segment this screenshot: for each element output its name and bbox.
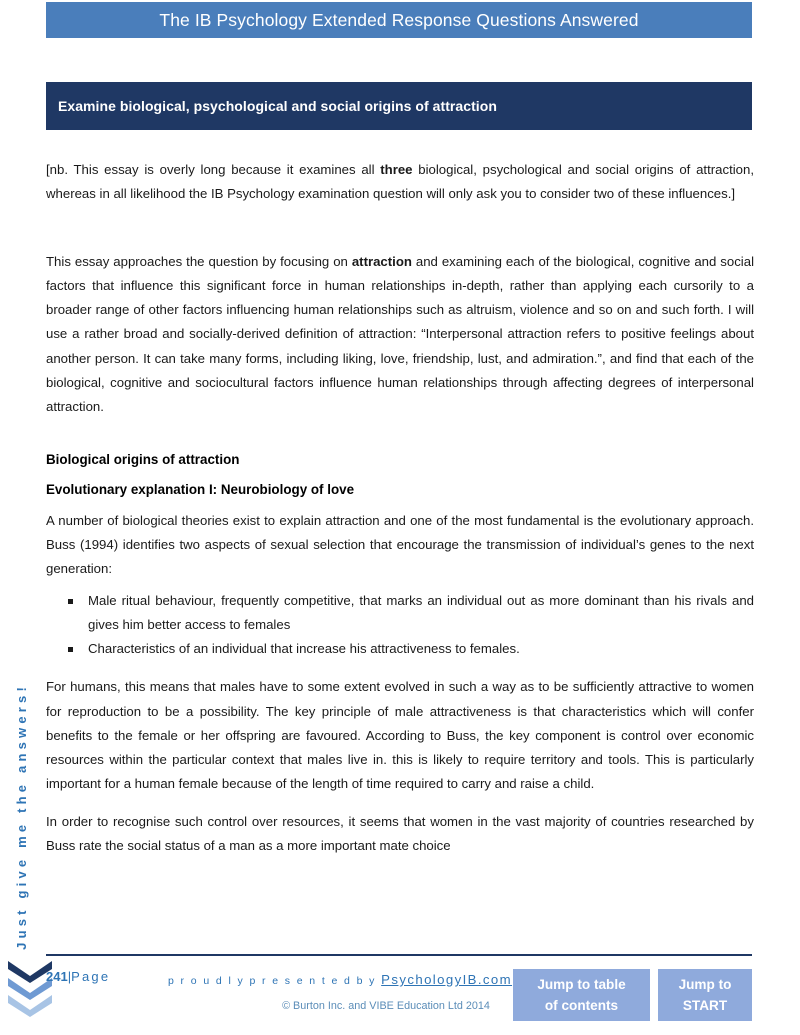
list-item [46, 637, 754, 661]
page-footer [46, 962, 752, 1032]
list-item-text: Characteristics of an individual that increase his attractiveness to females. [88, 641, 520, 657]
intro-part1: This essay approaches the question by focusing on [46, 254, 352, 270]
jump-to-table-of-contents-button[interactable] [513, 969, 650, 1021]
spacer [46, 796, 754, 810]
copyright-text: © Burton Inc. and VIBE Education Ltd 2014 [282, 1000, 490, 1012]
paragraph-biological-theories: A number of biological theories exist to explain attraction and one of the most fundamental is the evolutionary approach. Buss (1994) identifies two aspects of sexual selection that encourage the transmission of individual’s genes to the next generation: [46, 512, 754, 577]
paragraph-male-attractiveness: For humans, this means that males have to some extent evolved in such a way as to be sufficiently attractive to women for reproduction to be a possibility. The key principle of male attractiveness is that characteristics which will confer benefits to the female or her offspring are favoured. According to Buss, the key component is control over economic resources within the particular context that males live in. this is likely to require territory and tools. This is particularly important for a human female because of the length of time required to carry and raise a child. [46, 679, 754, 791]
paragraph-resource-control: In order to recognise such control over resources, it seems that women in the vast majority of countries researched by Buss rate the social status of a man as a more important mate choice [46, 813, 754, 853]
side-tab-just-give-me-the-answers [6, 660, 36, 950]
jump-start-line1: Jump to [678, 977, 732, 992]
intro-emphasis: attraction [351, 254, 412, 270]
list-item [46, 589, 754, 637]
presented-by-line [168, 972, 512, 987]
page-number-separator: | [67, 969, 72, 984]
jump-to-start-button[interactable] [658, 969, 752, 1021]
side-tab-label: Just give me the answers! [13, 683, 29, 950]
essay-question-title: Examine biological, psychological and social origins of attraction [58, 98, 497, 114]
editor-note-paragraph [46, 158, 754, 206]
editor-note-emphasis: three [380, 162, 413, 177]
sexual-selection-bullet-list [46, 589, 754, 661]
jump-start-line2: START [682, 998, 728, 1013]
document-title: The IB Psychology Extended Response Questions Answered [159, 9, 639, 30]
square-bullet-icon [68, 647, 73, 652]
spacer [46, 501, 754, 509]
spacer [46, 471, 754, 479]
psychologyib-link[interactable]: PsychologyIB.com [381, 972, 513, 987]
page-number-label [46, 969, 110, 984]
intro-part2: and examining each of the biological, cognitive and social factors that influence this significant force in human relationships in-depth, rather than applying each cursorily to a broader range of other factors influencing human relationships such as altruism, violence and so on and such forth. I will use a rather broad and socially-derived definition of attraction: “Interpersonal attraction refers to positive feelings about another person. It can take many forms, including liking, love, friendship, lust, and admiration.”, and find that each of the biological, cognitive and sociocultural factors influence human relationships through affecting degrees of interpersonal attraction. [46, 254, 754, 414]
footer-divider [46, 954, 752, 956]
document-body [46, 158, 754, 858]
spacer [46, 419, 754, 449]
page-number: 241 [46, 969, 68, 984]
jump-toc-line2: of contents [544, 998, 619, 1013]
square-bullet-icon [68, 599, 73, 604]
section-heading-evolutionary-explanation: Evolutionary explanation I: Neurobiology of love [46, 481, 355, 497]
document-top-banner [46, 2, 752, 38]
page-word: Page [71, 969, 111, 984]
editor-note-part1: [nb. This essay is overly long because it examines all [46, 162, 381, 177]
spacer [46, 661, 754, 675]
essay-question-bar [46, 82, 752, 130]
section-heading-biological-origins: Biological origins of attraction [46, 451, 240, 467]
presented-by-text: p r o u d l y p r e s e n t e d b y [168, 975, 377, 987]
intro-paragraph [46, 250, 754, 419]
spacer [46, 206, 754, 250]
jump-toc-line1: Jump to table [537, 977, 626, 992]
list-item-text: Male ritual behaviour, frequently competitive, that marks an individual out as more dominant than his rivals and gives him better access to females [88, 593, 754, 633]
editor-note-part2: biological, psychological and social origins of attraction, whereas in all likelihood the IB Psychology examination question will only ask you to consider two of these influences.] [46, 162, 754, 202]
